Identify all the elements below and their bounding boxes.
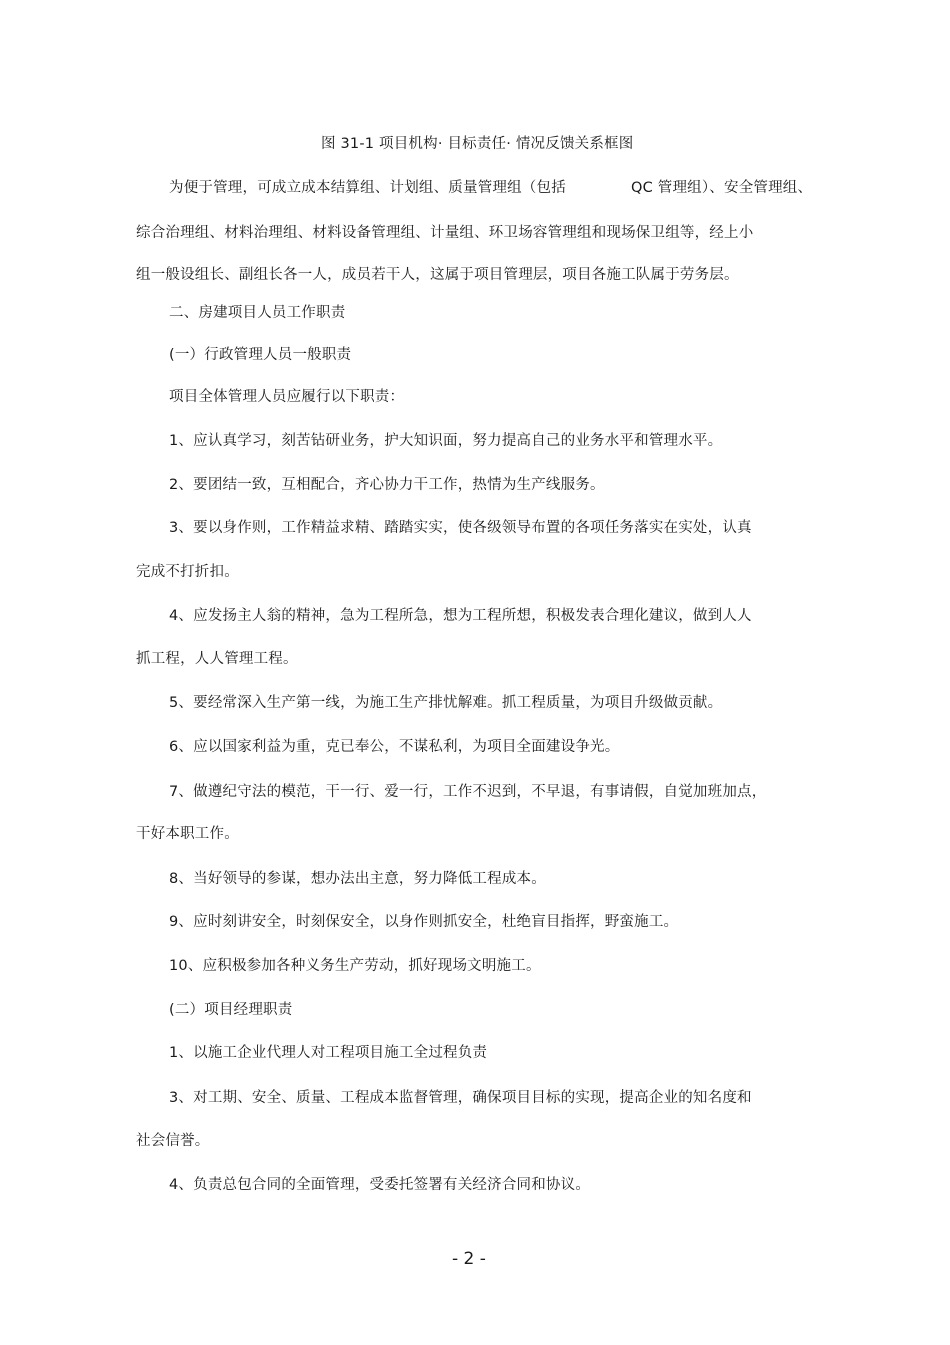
section-heading: 二、房建项目人员工作职责 <box>169 305 346 321</box>
list-item: 4、负责总包合同的全面管理，受委托签署有关经济合同和协议。 <box>169 1177 591 1193</box>
paragraph-line: 组一般设组长、副组长各一人，成员若干人，这属于项目管理层，项目各施工队属于劳务层。 <box>136 267 739 283</box>
list-item: 5、要经常深入生产第一线，为施工生产排忧解难。抓工程质量，为项目升级做贡献。 <box>169 695 723 711</box>
paragraph-line: 为便于管理，可成立成本结算组、计划组、质量管理组（包括 <box>169 180 566 196</box>
list-item: 7、做遵纪守法的模范，干一行、爱一行，工作不迟到，不早退，有事请假，自觉加班加点， <box>169 784 767 800</box>
list-item: 9、应时刻讲安全，时刻保安全，以身作则抓安全，杜绝盲目指挥，野蛮施工。 <box>169 914 679 930</box>
list-item: 1、应认真学习，刻苦钻研业务，护大知识面，努力提高自己的业务水平和管理水平。 <box>169 433 723 449</box>
subsection-heading: (一）行政管理人员一般职责 <box>169 347 352 363</box>
list-item: 4、应发扬主人翁的精神，急为工程所急，想为工程所想，积极发表合理化建议，做到人人 <box>169 608 752 624</box>
list-item-continuation: 干好本职工作。 <box>136 826 239 842</box>
paragraph-line: 综合治理组、材料治理组、材料设备管理组、计量组、环卫场容管理组和现场保卫组等，经上小 <box>136 225 754 241</box>
list-item: 6、应以国家利益为重，克已奉公，不谋私利，为项目全面建设争光。 <box>169 739 620 755</box>
list-item: 1、以施工企业代理人对工程项目施工全过程负责 <box>169 1045 488 1061</box>
list-item-continuation: 社会信誉。 <box>136 1133 210 1149</box>
figure-caption: 图 31-1 项目机构· 目标责任· 情况反馈关系框图 <box>321 136 634 152</box>
list-item: 2、要团结一致，互相配合，齐心协力干工作，热情为生产线服务。 <box>169 477 605 493</box>
subsection-heading: (二）项目经理职责 <box>169 1002 293 1018</box>
paragraph-line: QC 管理组）、安全管理组、 <box>631 180 813 196</box>
page-number: - 2 - <box>452 1249 486 1269</box>
list-item: 3、要以身作则，工作精益求精、踏踏实实，使各级领导布置的各项任务落实在实处，认真 <box>169 520 752 536</box>
list-item: 3、对工期、安全、质量、工程成本监督管理，确保项目目标的实现，提高企业的知名度和 <box>169 1090 752 1106</box>
paragraph-line: 项目全体管理人员应履行以下职责： <box>169 389 405 405</box>
list-item: 10、应积极参加各种义务生产劳动，抓好现场文明施工。 <box>169 958 541 974</box>
list-item: 8、当好领导的参谋，想办法出主意，努力降低工程成本。 <box>169 871 546 887</box>
list-item-continuation: 完成不打折扣。 <box>136 564 239 580</box>
list-item-continuation: 抓工程，人人管理工程。 <box>136 651 298 667</box>
